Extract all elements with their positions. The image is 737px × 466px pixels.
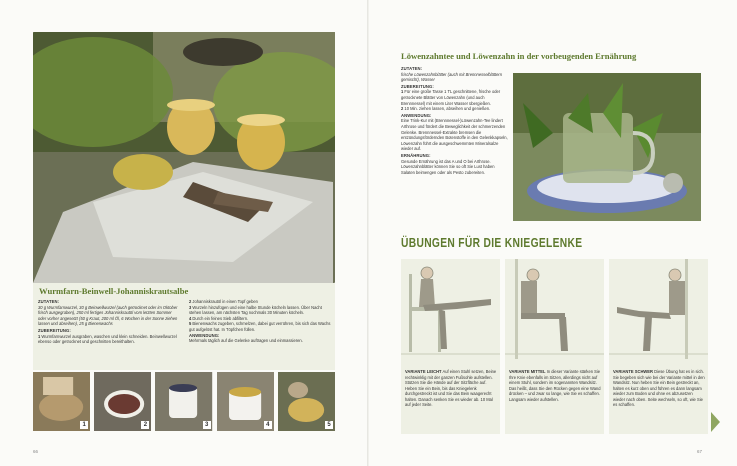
step-1: 1 Wurmfarnwurzel ausgraben, waschen und klein schneiden. Beinwellwurzel ebenso oder getrocknet und geschnitten bereithalten. bbox=[38, 333, 177, 345]
page-number-left: 66 bbox=[33, 449, 39, 454]
ernaehrung-text: Gesunde Ernährung ist das A und O bei Arthrose. Löwenzahnblätter können Sie so oft Sie Lust haben Salaten beimengen oder als Pesto zubereiten. bbox=[401, 158, 495, 175]
step-photo-1 bbox=[33, 372, 90, 431]
tea-step-2: 2 10 Min. ziehen lassen, abseihen und genießen. bbox=[401, 106, 491, 112]
exercise-card-medium bbox=[505, 259, 604, 434]
recipe-title: Wurmfarn-Beinwell-Johanniskrautsalbe bbox=[39, 286, 189, 296]
recipe-column-1 bbox=[38, 299, 181, 345]
page-gutter bbox=[367, 0, 369, 466]
zutaten-text: frische Löwenzahnblätter (auch mit Brennnesselblättern gemischt), Wasser bbox=[401, 71, 503, 83]
zubereitung-heading: ZUBEREITUNG: bbox=[38, 327, 71, 333]
exercise-text-hard: VARIANTE SCHWER Diese Übung hat es in sich. Sie begeben sich wie bei der Variante mittel in den Wandsitz. Nun heben Sie ein Bein gestreckt an, halten es kurz oben und führen es dann langsam wieder zum Boden und ohne es abzusetzen wieder nach oben. Seite wechseln, so oft, wie Sie es schaffen. bbox=[613, 369, 705, 407]
step-photo-3 bbox=[155, 372, 212, 431]
next-page-arrow-icon[interactable] bbox=[711, 412, 720, 432]
step-number: 3 bbox=[203, 421, 211, 429]
exercise-card-hard bbox=[609, 259, 708, 434]
exercises-heading: ÜBUNGEN FÜR DIE KNIEGELENKE bbox=[401, 236, 583, 250]
exercise-illustration-wall-sit bbox=[505, 259, 604, 367]
step-5: 5 Bienenwachs zugeben, schmelzen, dabei gut verrühren, bis sich das Wachs gut aufgelöst hat. In Töpfchen füllen. bbox=[189, 321, 331, 332]
tea-recipe-title: Löwenzahntee und Löwenzahn in der vorbeugenden Ernährung bbox=[401, 51, 637, 61]
zutaten-heading: ZUTATEN: bbox=[401, 66, 423, 71]
anwendung-heading: ANWENDUNG: bbox=[401, 112, 432, 118]
exercise-text-easy: VARIANTE LEICHT Auf einen Stuhl setzen, Beine rechtwinklig mit der ganzen Fußsohle aufstellen. Stützen Sie die Hände auf der Sitzfläche auf. Heben Sie ein Bein, bis das Kniegelenk durchgestreckt ist und Sie das Bein waagerecht halten. Danach senken Sie es wieder ab. 10 Mal auf jeder Seite. bbox=[405, 369, 497, 407]
exercise-illustration-chair bbox=[401, 259, 500, 367]
step-photo-4 bbox=[217, 372, 274, 431]
step-3: 3 Wurzeln hinzufügen und eine halbe Stunde köcheln lassen. Über Nacht stehen lassen, am nächsten Tag nochmals 30 Minuten köcheln. bbox=[189, 304, 322, 316]
ernaehrung-heading: ERNÄHRUNG: bbox=[401, 152, 431, 158]
zutaten-text: 30 g Wurmfarnwurzel, 30 g Beinwellwurzel (auch getrocknet oder im Oktober frisch ausgegraben), 250 ml fertiges Johanniskrautöl vom letzten Sommer oder vorher angesetzt (50 g Kraut, 200 ml Öl, 6 Wochen in der Sonne ziehen lassen und abseihen), 25 g Bienenwachs bbox=[38, 304, 178, 327]
anwendung-text: Eine Trink-Kur mit (Brennnessel-)Löwenzahn-Tee lindert Arthrose und fördert die Beweglichkeit der schmerzenden Gelenke. Brennnessel-Extrakte bremsen die entzündungsfördernden Botenstoffe in den Gelenkkapseln, Löwenzahn führt die ausgeschwemmten Mineralsalze wieder auf. bbox=[401, 118, 508, 152]
page-number-right: 67 bbox=[697, 449, 703, 454]
dandelion-tea-photo bbox=[513, 73, 701, 221]
step-number: 2 bbox=[141, 421, 149, 429]
anwendung-heading: ANWENDUNG: bbox=[189, 332, 220, 338]
zubereitung-heading: ZUBEREITUNG: bbox=[401, 83, 434, 89]
step-2: 2 Johanniskrautöl in einen Topf geben bbox=[189, 299, 258, 304]
tea-recipe-text bbox=[401, 66, 509, 175]
step-4: 4 Durch ein feines Sieb abfiltern. bbox=[189, 315, 249, 321]
anwendung-text: Mehrmals täglich auf die Gelenke auftragen und einmassieren. bbox=[189, 338, 303, 344]
exercise-card-easy bbox=[401, 259, 500, 434]
step-number: 5 bbox=[325, 421, 333, 429]
step-number: 4 bbox=[264, 421, 272, 429]
exercise-text-medium: VARIANTE MITTEL In dieser Variante stärken Sie Ihre Knie ebenfalls im Sitzen, allerdings nicht auf einem Stuhl, sondern im sogenannten Wandsitz. Das heißt, dass Sie den Rücken gegen eine Wand drücken – und zwar so lange, wie Sie es schaffen. Langsam wieder aufstellen. bbox=[509, 369, 601, 402]
zutaten-heading: ZUTATEN: bbox=[38, 299, 60, 304]
tea-step-1: 1 Für eine große Tasse 1 TL geschnittene, frische oder getrocknete Blätter von Löwenzahn (und auch Brennnessel) mit einem Liter Wasser übergießen. bbox=[401, 89, 501, 106]
step-photo-2 bbox=[94, 372, 151, 431]
step-photo-strip bbox=[33, 372, 335, 431]
step-photo-5 bbox=[278, 372, 335, 431]
exercise-illustration-wall-sit-leg-raise bbox=[609, 259, 708, 367]
step-number: 1 bbox=[80, 421, 88, 429]
recipe-column-2 bbox=[189, 299, 331, 344]
salve-jars-photo bbox=[33, 32, 335, 283]
